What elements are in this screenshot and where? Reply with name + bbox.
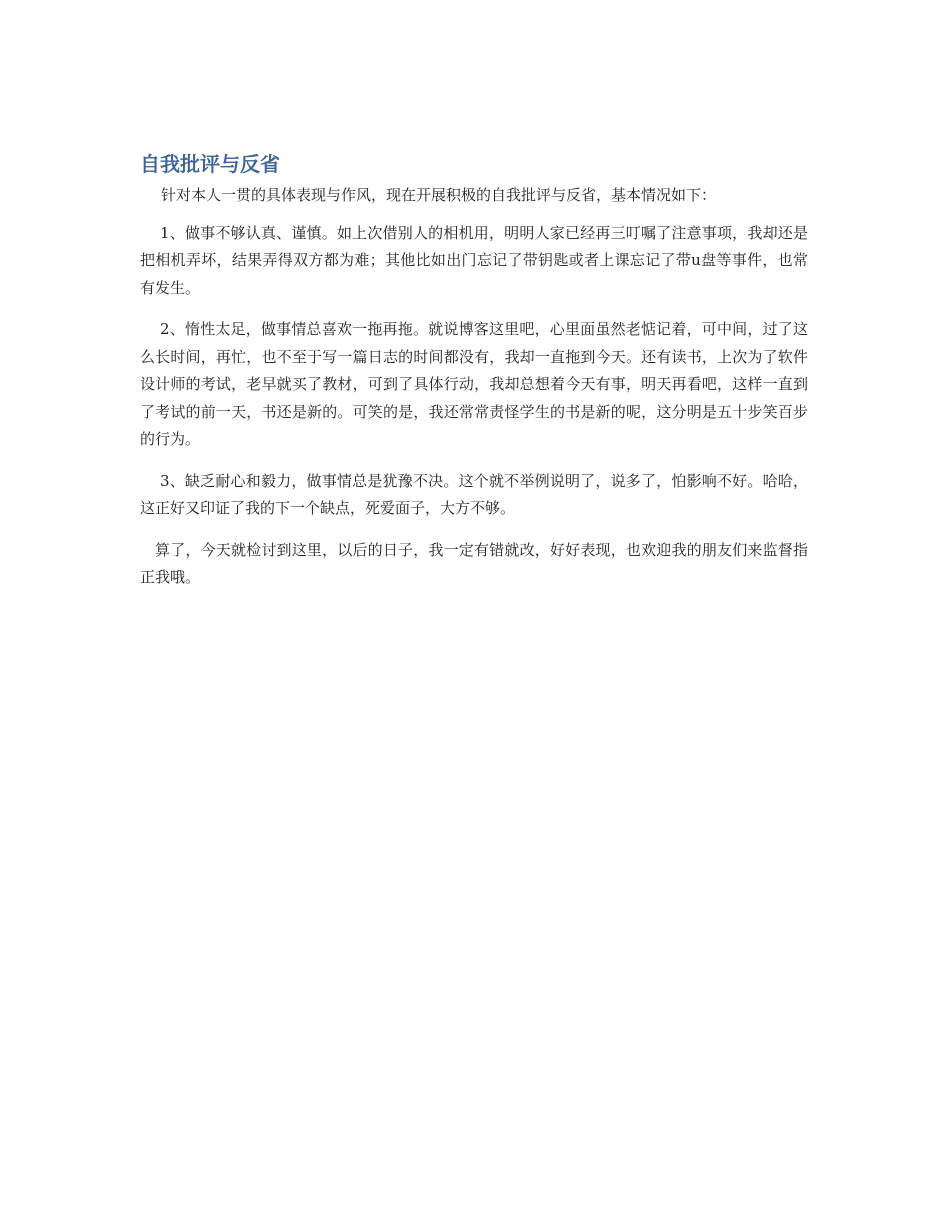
point-paragraph-1: 1、做事不够认真、谨慎。如上次借别人的相机用，明明人家已经再三叮嘱了注意事项，我却还是把相机弄坏，结果弄得双方都为难；其他比如出门忘记了带钥匙或者上课忘记了带u盘等事件，也常有发生。: [140, 223, 808, 297]
document-body: [140, 150, 808, 606]
document-title: 自我批评与反省: [140, 152, 280, 176]
intro-paragraph: 针对本人一贯的具体表现与作风，现在开展积极的自我批评与反省，基本情况如下：: [161, 186, 717, 204]
point-paragraph-3: 3、缺乏耐心和毅力，做事情总是犹豫不决。这个就不举例说明了，说多了，怕影响不好。哈哈，这正好又印证了我的下一个缺点，死爱面子，大方不够。: [140, 471, 808, 517]
closing-paragraph: 算了，今天就检讨到这里，以后的日子，我一定有错就改，好好表现，也欢迎我的朋友们来监督指正我哦。: [140, 540, 808, 586]
point-paragraph-2: 2、惰性太足，做事情总喜欢一拖再拖。就说博客这里吧，心里面虽然老惦记着，可中间，过了这么长时间，再忙，也不至于写一篇日志的时间都没有，我却一直拖到今天。还有读书，上次为了软件设计师的考试，老早就买了教材，可到了具体行动，我却总想着今天有事，明天再看吧，这样一直到了考试的前一天，书还是新的。可笑的是，我还常常责怪学生的书是新的呢，这分明是五十步笑百步的行为。: [140, 320, 808, 448]
